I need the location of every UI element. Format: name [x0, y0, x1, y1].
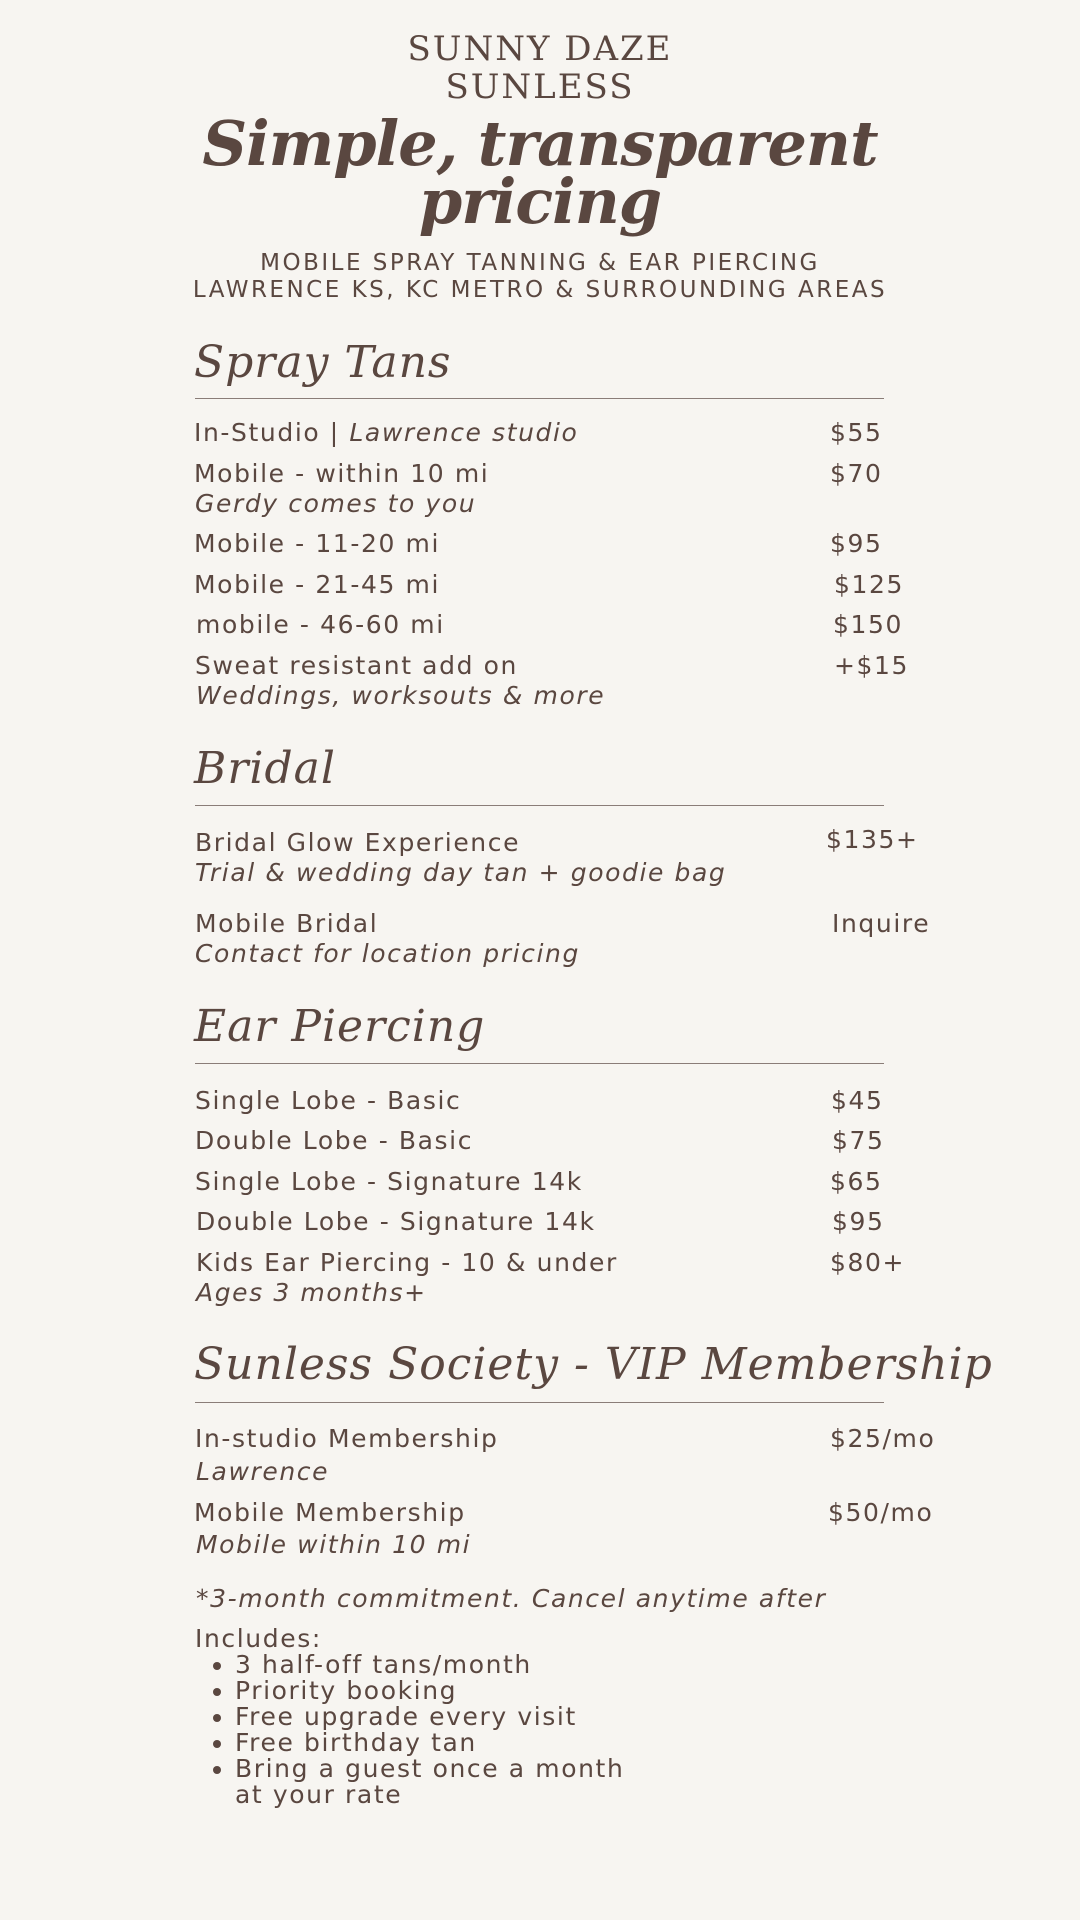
divider [195, 1063, 884, 1064]
includes-label: Includes: [195, 1624, 322, 1653]
item-single-lobe-signature: Single Lobe - Signature 14k [195, 1167, 583, 1196]
list-item-continuation: at your rate [235, 1780, 403, 1809]
item-in-studio [194, 418, 578, 448]
item-single-lobe-basic: Single Lobe - Basic [195, 1086, 462, 1115]
divider [195, 398, 884, 399]
item-double-lobe-signature: Double Lobe - Signature 14k [196, 1207, 596, 1236]
price-kids-ear-piercing: $80+ [830, 1248, 906, 1277]
price-bridal-glow: $135+ [826, 825, 919, 854]
item-note: Trial & wedding day tan + goodie bag [195, 858, 727, 887]
item-note: Mobile within 10 mi [196, 1530, 472, 1559]
price-sweat-resistant: +$15 [834, 651, 910, 680]
price-mobile-11-20mi: $95 [830, 529, 883, 558]
item-kids-ear-piercing: Kids Ear Piercing - 10 & under [196, 1248, 618, 1277]
section-title-ear-piercing: Ear Piercing [194, 1001, 486, 1052]
price-double-lobe-signature: $95 [832, 1207, 885, 1236]
section-title-spray-tans: Spray Tans [194, 337, 452, 388]
brand-name-line2: SUNLESS [445, 67, 635, 107]
price-mobile-46-60mi: $150 [833, 610, 904, 639]
list-item: • Free birthday tan [235, 1730, 624, 1756]
headline-line2: pricing [418, 165, 662, 238]
divider [195, 805, 884, 806]
headline-line1: Simple, transparent [202, 107, 878, 180]
includes-list [195, 1652, 624, 1808]
item-note: Lawrence [196, 1457, 330, 1486]
list-item: • Priority booking [235, 1678, 624, 1704]
item-note: Ages 3 months+ [196, 1278, 427, 1307]
item-bridal-glow: Bridal Glow Experience [195, 828, 521, 857]
price-single-lobe-basic: $45 [831, 1086, 884, 1115]
item-note: Contact for location pricing [195, 939, 580, 968]
divider [195, 1402, 884, 1403]
price-mobile-21-45mi: $125 [834, 570, 905, 599]
price-mobile-10mi: $70 [830, 459, 883, 488]
price-mobile-bridal: Inquire [832, 909, 931, 938]
tagline-line2: LAWRENCE KS, KC METRO & SURROUNDING AREAS [192, 277, 888, 303]
brand-name-line1: SUNNY DAZE [407, 29, 673, 69]
commitment-note: *3-month commitment. Cancel anytime after [196, 1584, 827, 1613]
item-mobile-11-20mi: Mobile - 11-20 mi [194, 529, 441, 558]
list-item: • 3 half-off tans/month [235, 1652, 624, 1678]
item-note: Weddings, worksouts & more [196, 681, 606, 710]
item-mobile-46-60mi: mobile - 46-60 mi [196, 610, 445, 639]
section-title-membership: Sunless Society - VIP Membership [194, 1339, 993, 1390]
item-sweat-resistant: Sweat resistant add on [195, 651, 518, 680]
section-title-bridal: Bridal [194, 743, 336, 794]
price-in-studio-membership: $25/mo [830, 1424, 936, 1453]
list-item: • Bring a guest once a month [235, 1756, 624, 1782]
item-name: In-Studio | [194, 418, 340, 447]
item-mobile-10mi: Mobile - within 10 mi [194, 459, 490, 488]
price-in-studio: $55 [830, 418, 883, 447]
item-double-lobe-basic: Double Lobe - Basic [195, 1126, 474, 1155]
item-in-studio-membership: In-studio Membership [195, 1424, 499, 1453]
item-mobile-membership: Mobile Membership [194, 1498, 466, 1527]
item-mobile-bridal: Mobile Bridal [195, 909, 379, 938]
item-name-location: Lawrence studio [349, 418, 579, 447]
tagline-line1: MOBILE SPRAY TANNING & EAR PIERCING [260, 250, 820, 276]
item-note: Gerdy comes to you [195, 489, 477, 518]
list-item: • Free upgrade every visit [235, 1704, 624, 1730]
item-mobile-21-45mi: Mobile - 21-45 mi [194, 570, 441, 599]
price-single-lobe-signature: $65 [830, 1167, 883, 1196]
price-mobile-membership: $50/mo [828, 1498, 934, 1527]
price-double-lobe-basic: $75 [832, 1126, 885, 1155]
